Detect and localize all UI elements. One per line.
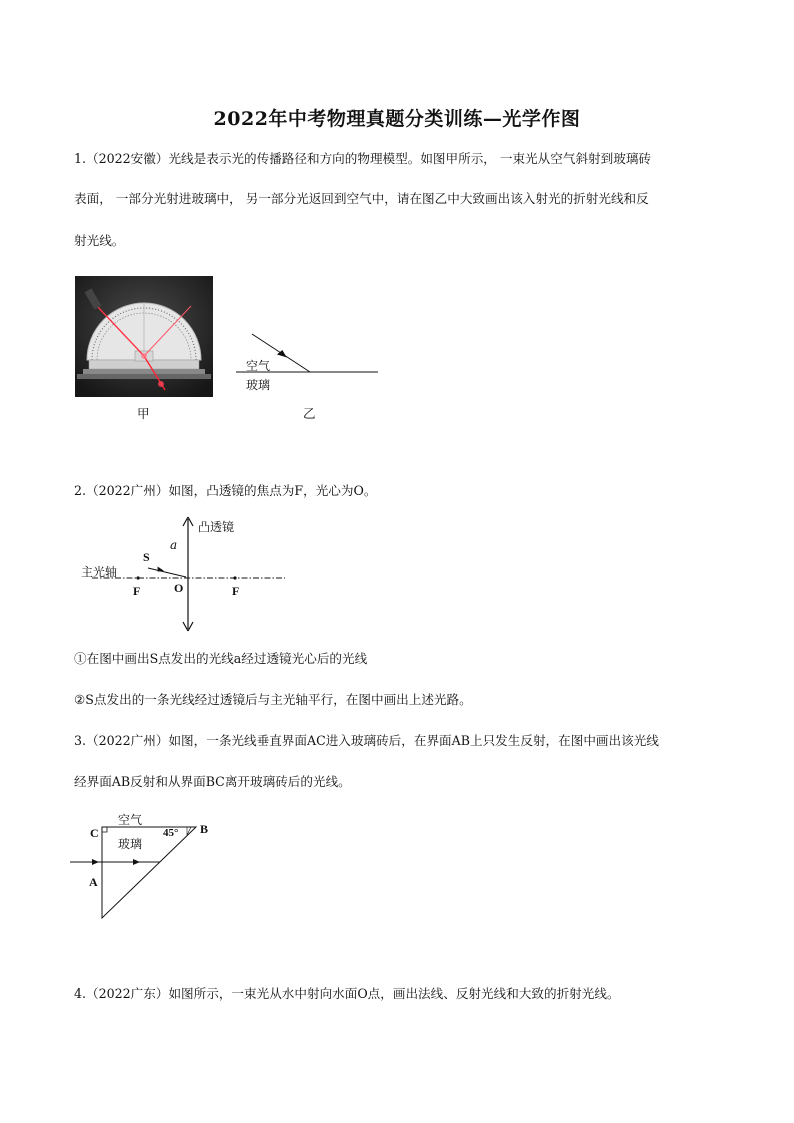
q3-label-C: C [90, 826, 99, 840]
q3-label-angle: 45° [163, 827, 179, 839]
q2-label-O: O [174, 581, 184, 595]
q3-label-glass: 玻璃 [118, 837, 143, 851]
q3-text-line-2: 经界面AB反射和从界面BC离开玻璃砖后的光线。 [74, 774, 351, 789]
q2-label-a: a [170, 538, 178, 552]
q2-task-2: ②S点发出的一条光线经过透镜后与主光轴平行，在图中画出上述光路。 [74, 692, 472, 707]
page-title: 2022年中考物理真题分类训练—光学作图 [213, 108, 581, 130]
q3-right-angle-mark [102, 827, 107, 832]
q2-label-F-right: F [232, 584, 240, 598]
q2-label-axis: 主光轴 [81, 565, 118, 579]
q2-ray-a [148, 568, 186, 577]
q1-photo-protractor [75, 276, 213, 397]
q4-text-line-1: 4.（2022广东）如图所示，一束光从水中射向水面O点，画出法线、反射光线和大致的折射光线。 [74, 986, 620, 1001]
q1-caption-jia: 甲 [137, 406, 150, 421]
q1-caption-yi: 乙 [303, 406, 316, 421]
q2-label-S: S [143, 550, 150, 564]
q2-text-line-1: 2.（2022广州）如图，凸透镜的焦点为F，光心为O。 [74, 483, 377, 498]
q1-text-line-3: 射光线。 [74, 233, 125, 248]
q3-text-line-1: 3.（2022广州）如图，一条光线垂直界面AC进入玻璃砖后，在界面AB上只发生反射，在图中画出该光线 [74, 733, 659, 748]
q2-focus-left-dot [136, 576, 139, 579]
q3-label-air: 空气 [118, 813, 143, 827]
q3-ray-arrow-icon-2 [133, 859, 140, 865]
q3-label-A: A [89, 875, 98, 889]
q2-focus-right-dot [233, 576, 236, 579]
q2-label-F-left: F [133, 584, 141, 598]
q3-glass-prism [102, 827, 196, 918]
q2-task-1: ①在图中画出S点发出的光线a经过透镜光心后的光线 [74, 651, 368, 666]
q2-label-lens: 凸透镜 [198, 520, 235, 534]
q1-text-line-2: 表面， 一部分光射进玻璃中， 另一部分光返回到空气中，请在图乙中大致画出该入射光的折射光线和反 [74, 191, 649, 206]
q1-label-air: 空气 [246, 359, 271, 373]
q1-text-line-1: 1.（2022安徽）光线是表示光的传播路径和方向的物理模型。如图甲所示， 一束光从空气斜射到玻璃砖 [74, 151, 652, 166]
q1-label-glass: 玻璃 [246, 378, 271, 392]
q3-label-B: B [200, 822, 209, 836]
q3-ray-arrow-icon-1 [92, 859, 99, 865]
